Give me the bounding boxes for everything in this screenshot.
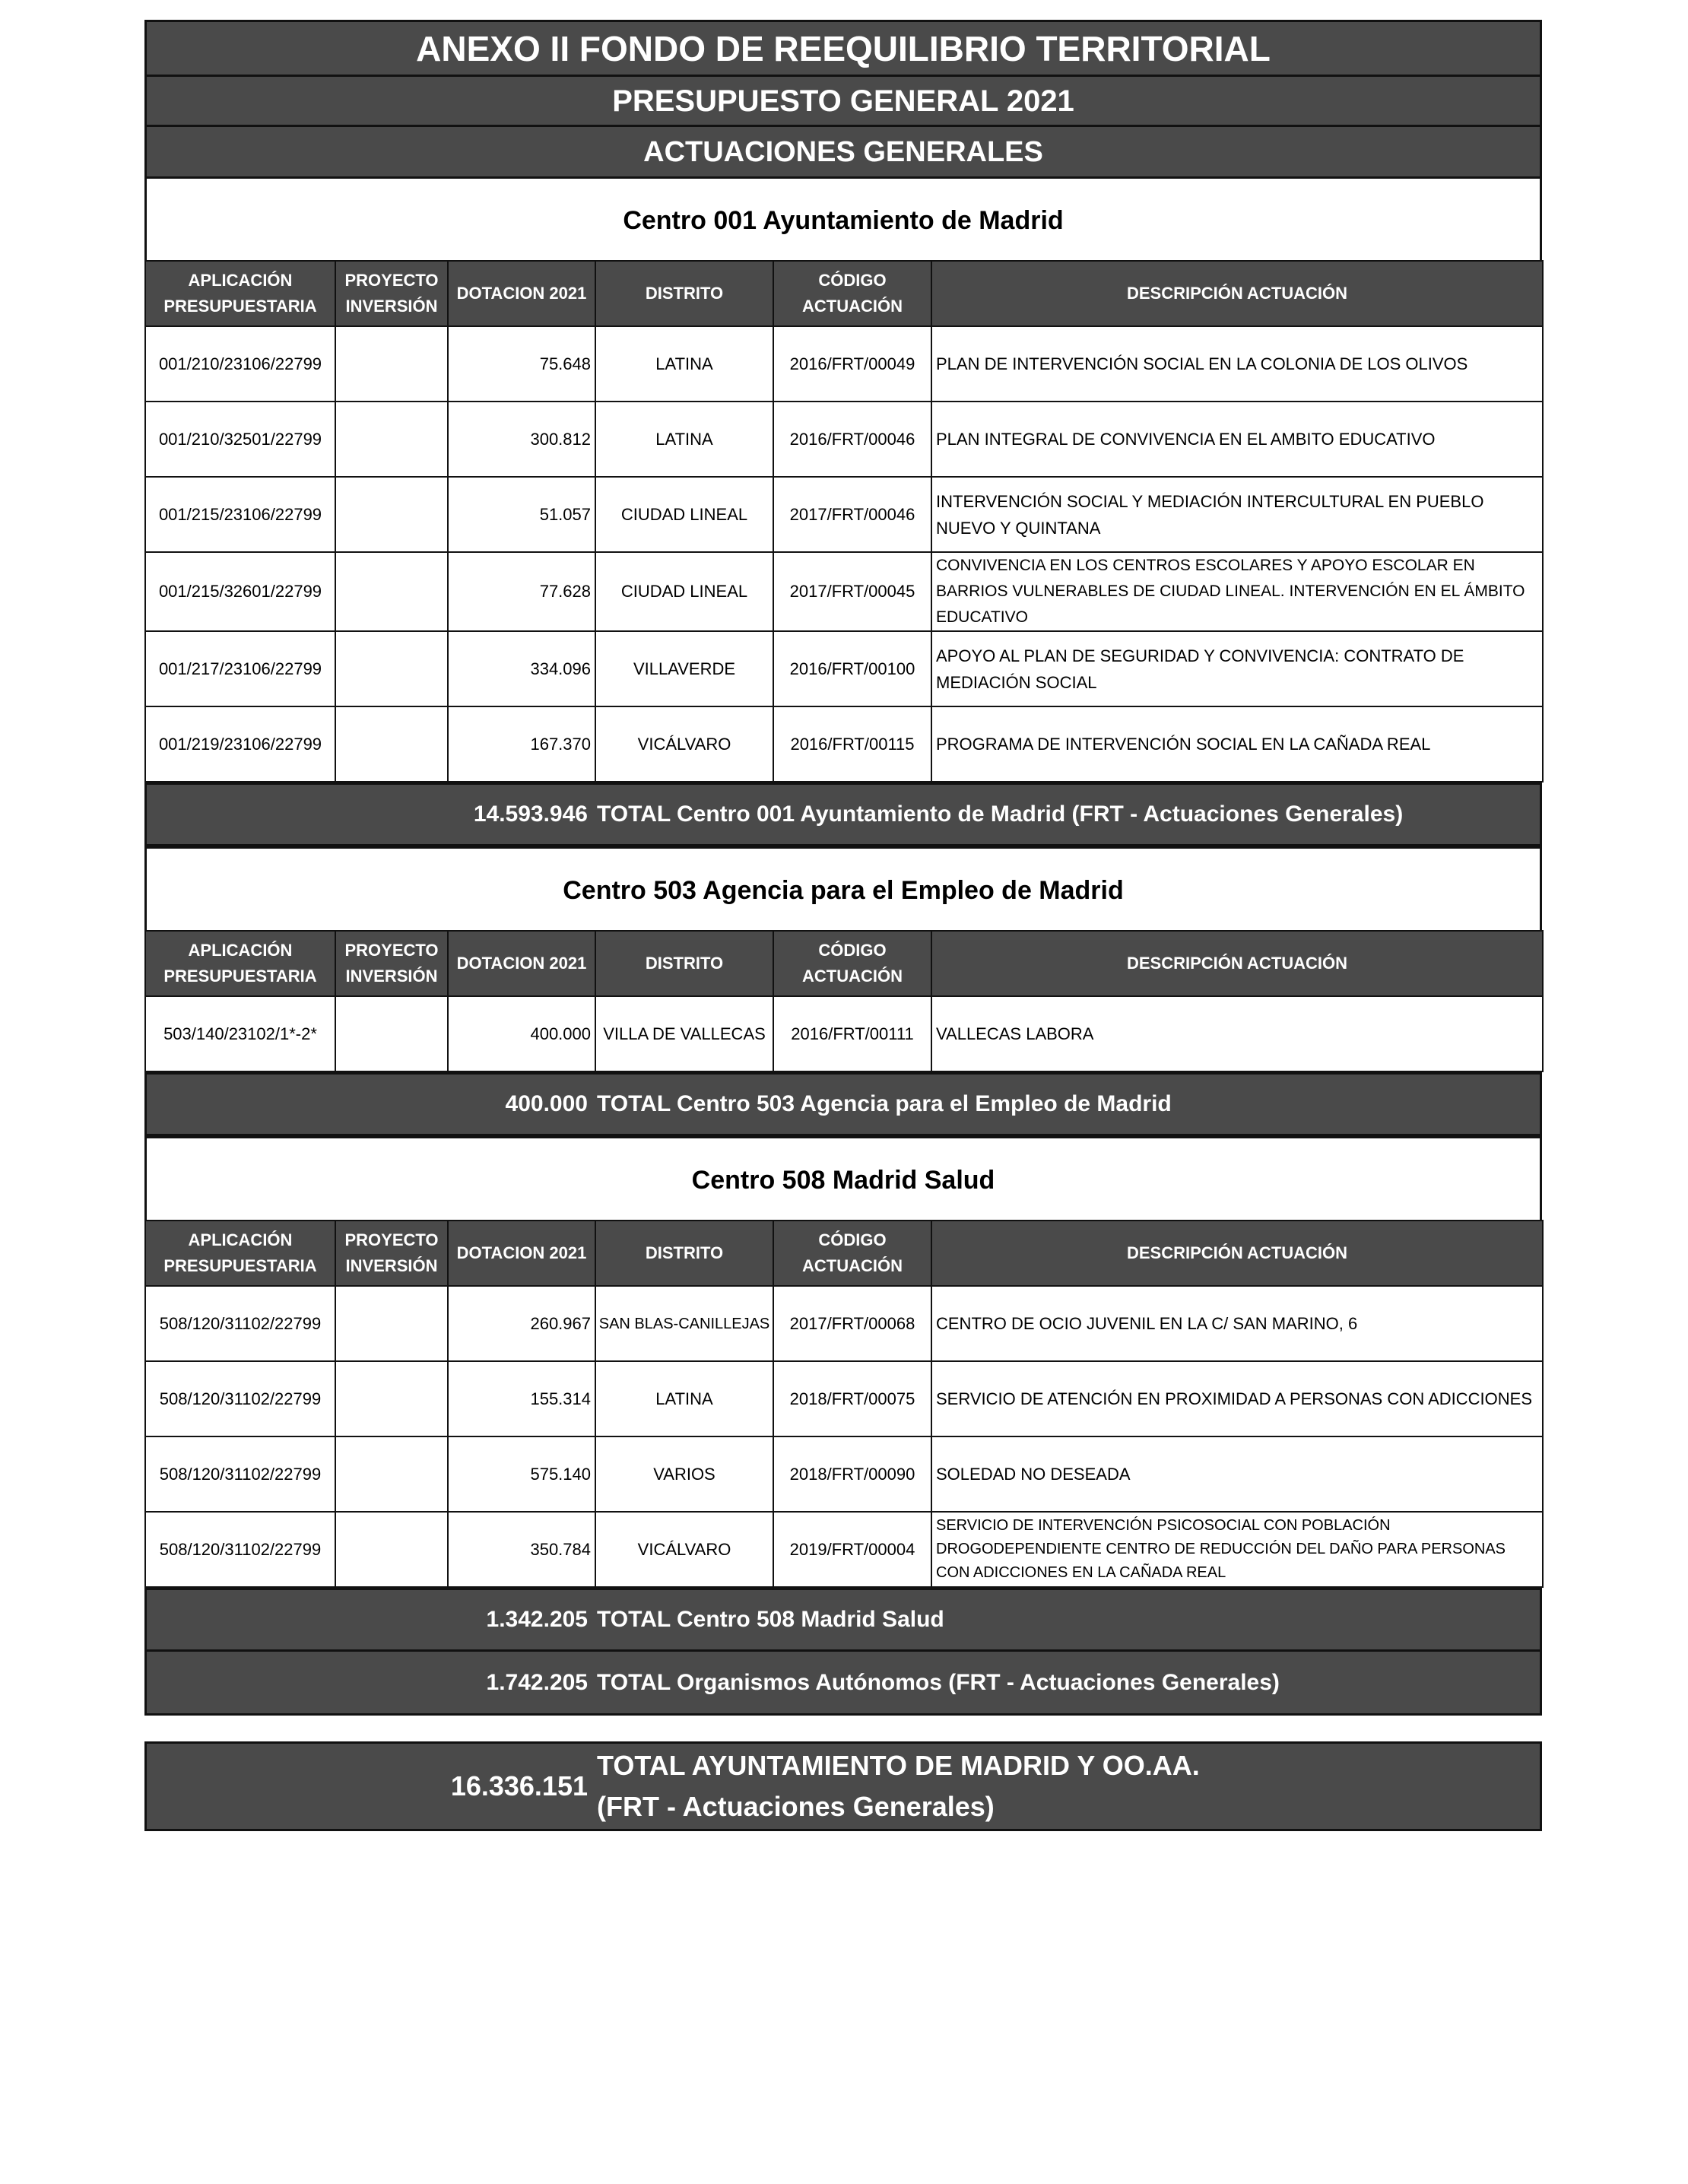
cell-proyecto xyxy=(335,706,448,782)
cell-aplicacion: 001/210/32501/22799 xyxy=(145,402,335,477)
total-label: TOTAL Organismos Autónomos (FRT - Actuaciones Generales) xyxy=(597,1669,1280,1695)
cell-aplicacion: 508/120/31102/22799 xyxy=(145,1361,335,1436)
cell-dotacion: 167.370 xyxy=(448,706,595,782)
cell-codigo: 2018/FRT/00090 xyxy=(773,1436,931,1512)
cell-proyecto xyxy=(335,996,448,1071)
col-descripcion: DESCRIPCIÓN ACTUACIÓN xyxy=(931,1221,1543,1286)
budget-document xyxy=(144,20,1542,1716)
cell-aplicacion: 508/120/31102/22799 xyxy=(145,1512,335,1587)
col-dotacion: DOTACION 2021 xyxy=(448,931,595,996)
document-subtitle: PRESUPUESTO GENERAL 2021 xyxy=(144,75,1542,125)
cell-distrito: LATINA xyxy=(595,326,773,402)
col-aplicacion: APLICACIÓN PRESUPUESTARIA xyxy=(145,931,335,996)
table-row xyxy=(145,402,1543,477)
cell-aplicacion: 001/215/23106/22799 xyxy=(145,477,335,552)
cell-distrito: LATINA xyxy=(595,402,773,477)
table-row xyxy=(145,996,1543,1071)
cell-distrito: VILLAVERDE xyxy=(595,631,773,706)
table-row xyxy=(145,477,1543,552)
cell-proyecto xyxy=(335,1286,448,1361)
col-aplicacion: APLICACIÓN PRESUPUESTARIA xyxy=(145,1221,335,1286)
cell-dotacion: 575.140 xyxy=(448,1436,595,1512)
cell-distrito: SAN BLAS-CANILLEJAS xyxy=(595,1286,773,1361)
col-distrito: DISTRITO xyxy=(595,1221,773,1286)
col-dotacion: DOTACION 2021 xyxy=(448,1221,595,1286)
cell-descripcion: PROGRAMA DE INTERVENCIÓN SOCIAL EN LA CAÑADA REAL xyxy=(931,706,1543,782)
cell-codigo: 2016/FRT/00049 xyxy=(773,326,931,402)
cell-aplicacion: 001/210/23106/22799 xyxy=(145,326,335,402)
center-508-table xyxy=(144,1220,1544,1588)
cell-descripcion: PLAN DE INTERVENCIÓN SOCIAL EN LA COLONIA DE LOS OLIVOS xyxy=(931,326,1543,402)
cell-codigo: 2016/FRT/00100 xyxy=(773,631,931,706)
total-amount: 1.342.205 xyxy=(486,1607,588,1632)
col-codigo: CÓDIGO ACTUACIÓN xyxy=(773,261,931,326)
grand-total-label-line1: TOTAL AYUNTAMIENTO DE MADRID Y OO.AA. xyxy=(597,1750,1200,1781)
center-508-title: Centro 508 Madrid Salud xyxy=(144,1136,1542,1220)
document-title: ANEXO II FONDO DE REEQUILIBRIO TERRITORIAL xyxy=(144,20,1542,75)
table-header-row xyxy=(145,261,1543,326)
center-001-title: Centro 001 Ayuntamiento de Madrid xyxy=(144,176,1542,260)
grand-total-label-line2: (FRT - Actuaciones Generales) xyxy=(597,1791,995,1822)
cell-dotacion: 350.784 xyxy=(448,1512,595,1587)
cell-aplicacion: 001/215/32601/22799 xyxy=(145,552,335,631)
cell-distrito: LATINA xyxy=(595,1361,773,1436)
cell-proyecto xyxy=(335,477,448,552)
col-codigo: CÓDIGO ACTUACIÓN xyxy=(773,931,931,996)
col-aplicacion: APLICACIÓN PRESUPUESTARIA xyxy=(145,261,335,326)
cell-codigo: 2017/FRT/00068 xyxy=(773,1286,931,1361)
total-amount: 1.742.205 xyxy=(486,1669,588,1695)
col-codigo: CÓDIGO ACTUACIÓN xyxy=(773,1221,931,1286)
cell-codigo: 2016/FRT/00111 xyxy=(773,996,931,1071)
cell-proyecto xyxy=(335,631,448,706)
cell-distrito: VICÁLVARO xyxy=(595,706,773,782)
table-header-row xyxy=(145,1221,1543,1286)
grand-total-label xyxy=(597,1745,1540,1827)
cell-proyecto xyxy=(335,1436,448,1512)
table-header-row xyxy=(145,931,1543,996)
cell-codigo: 2016/FRT/00115 xyxy=(773,706,931,782)
cell-proyecto xyxy=(335,552,448,631)
table-row xyxy=(145,326,1543,402)
cell-proyecto xyxy=(335,326,448,402)
cell-dotacion: 155.314 xyxy=(448,1361,595,1436)
cell-dotacion: 77.628 xyxy=(448,552,595,631)
center-503-table xyxy=(144,930,1544,1072)
total-amount: 14.593.946 xyxy=(473,802,588,827)
cell-dotacion: 334.096 xyxy=(448,631,595,706)
table-row xyxy=(145,631,1543,706)
col-proyecto: PROYECTO INVERSIÓN xyxy=(335,1221,448,1286)
cell-dotacion: 51.057 xyxy=(448,477,595,552)
cell-descripcion: INTERVENCIÓN SOCIAL Y MEDIACIÓN INTERCULTURAL EN PUEBLO NUEVO Y QUINTANA xyxy=(931,477,1543,552)
cell-dotacion: 400.000 xyxy=(448,996,595,1071)
center-503-total xyxy=(144,1072,1542,1136)
col-descripcion: DESCRIPCIÓN ACTUACIÓN xyxy=(931,261,1543,326)
total-amount: 400.000 xyxy=(505,1091,588,1116)
table-row xyxy=(145,1361,1543,1436)
cell-codigo: 2017/FRT/00046 xyxy=(773,477,931,552)
total-label: TOTAL Centro 508 Madrid Salud xyxy=(597,1607,944,1632)
cell-distrito: VILLA DE VALLECAS xyxy=(595,996,773,1071)
cell-codigo: 2017/FRT/00045 xyxy=(773,552,931,631)
grand-total-amount: 16.336.151 xyxy=(450,1770,588,1801)
center-503-title: Centro 503 Agencia para el Empleo de Madrid xyxy=(144,846,1542,930)
grand-total xyxy=(144,1741,1542,1831)
center-508-total xyxy=(144,1588,1542,1652)
cell-dotacion: 75.648 xyxy=(448,326,595,402)
total-label: TOTAL Centro 503 Agencia para el Empleo de Madrid xyxy=(597,1091,1172,1116)
table-row xyxy=(145,1436,1543,1512)
cell-aplicacion: 508/120/31102/22799 xyxy=(145,1436,335,1512)
cell-descripcion: SOLEDAD NO DESEADA xyxy=(931,1436,1543,1512)
table-row xyxy=(145,1512,1543,1587)
cell-descripcion: PLAN INTEGRAL DE CONVIVENCIA EN EL AMBITO EDUCATIVO xyxy=(931,402,1543,477)
cell-proyecto xyxy=(335,1512,448,1587)
col-proyecto: PROYECTO INVERSIÓN xyxy=(335,931,448,996)
cell-dotacion: 300.812 xyxy=(448,402,595,477)
col-distrito: DISTRITO xyxy=(595,931,773,996)
table-row xyxy=(145,552,1543,631)
cell-descripcion: CENTRO DE OCIO JUVENIL EN LA C/ SAN MARINO, 6 xyxy=(931,1286,1543,1361)
col-descripcion: DESCRIPCIÓN ACTUACIÓN xyxy=(931,931,1543,996)
cell-aplicacion: 508/120/31102/22799 xyxy=(145,1286,335,1361)
table-row xyxy=(145,1286,1543,1361)
cell-distrito: CIUDAD LINEAL xyxy=(595,477,773,552)
cell-aplicacion: 001/219/23106/22799 xyxy=(145,706,335,782)
cell-descripcion: VALLECAS LABORA xyxy=(931,996,1543,1071)
center-001-total xyxy=(144,782,1542,846)
cell-codigo: 2018/FRT/00075 xyxy=(773,1361,931,1436)
cell-aplicacion: 503/140/23102/1*-2* xyxy=(145,996,335,1071)
cell-descripcion: CONVIVENCIA EN LOS CENTROS ESCOLARES Y APOYO ESCOLAR EN BARRIOS VULNERABLES DE CIUDAD LINEAL. INTERVENCIÓN EN EL ÁMBITO EDUCATIVO xyxy=(931,552,1543,631)
col-distrito: DISTRITO xyxy=(595,261,773,326)
cell-codigo: 2016/FRT/00046 xyxy=(773,402,931,477)
cell-aplicacion: 001/217/23106/22799 xyxy=(145,631,335,706)
cell-distrito: VICÁLVARO xyxy=(595,1512,773,1587)
cell-distrito: VARIOS xyxy=(595,1436,773,1512)
cell-distrito: CIUDAD LINEAL xyxy=(595,552,773,631)
col-proyecto: PROYECTO INVERSIÓN xyxy=(335,261,448,326)
cell-proyecto xyxy=(335,402,448,477)
col-dotacion: DOTACION 2021 xyxy=(448,261,595,326)
organismos-total xyxy=(144,1652,1542,1716)
table-row xyxy=(145,706,1543,782)
cell-codigo: 2019/FRT/00004 xyxy=(773,1512,931,1587)
center-001-table xyxy=(144,260,1544,782)
cell-descripcion: APOYO AL PLAN DE SEGURIDAD Y CONVIVENCIA: CONTRATO DE MEDIACIÓN SOCIAL xyxy=(931,631,1543,706)
cell-dotacion: 260.967 xyxy=(448,1286,595,1361)
cell-proyecto xyxy=(335,1361,448,1436)
cell-descripcion: SERVICIO DE INTERVENCIÓN PSICOSOCIAL CON POBLACIÓN DROGODEPENDIENTE CENTRO DE REDUCCIÓN DEL DAÑO PARA PERSONAS CON ADICCIONES EN LA CAÑADA REAL xyxy=(931,1512,1543,1587)
cell-descripcion: SERVICIO DE ATENCIÓN EN PROXIMIDAD A PERSONAS CON ADICCIONES xyxy=(931,1361,1543,1436)
section-title: ACTUACIONES GENERALES xyxy=(144,125,1542,176)
total-label: TOTAL Centro 001 Ayuntamiento de Madrid (FRT - Actuaciones Generales) xyxy=(597,802,1404,827)
